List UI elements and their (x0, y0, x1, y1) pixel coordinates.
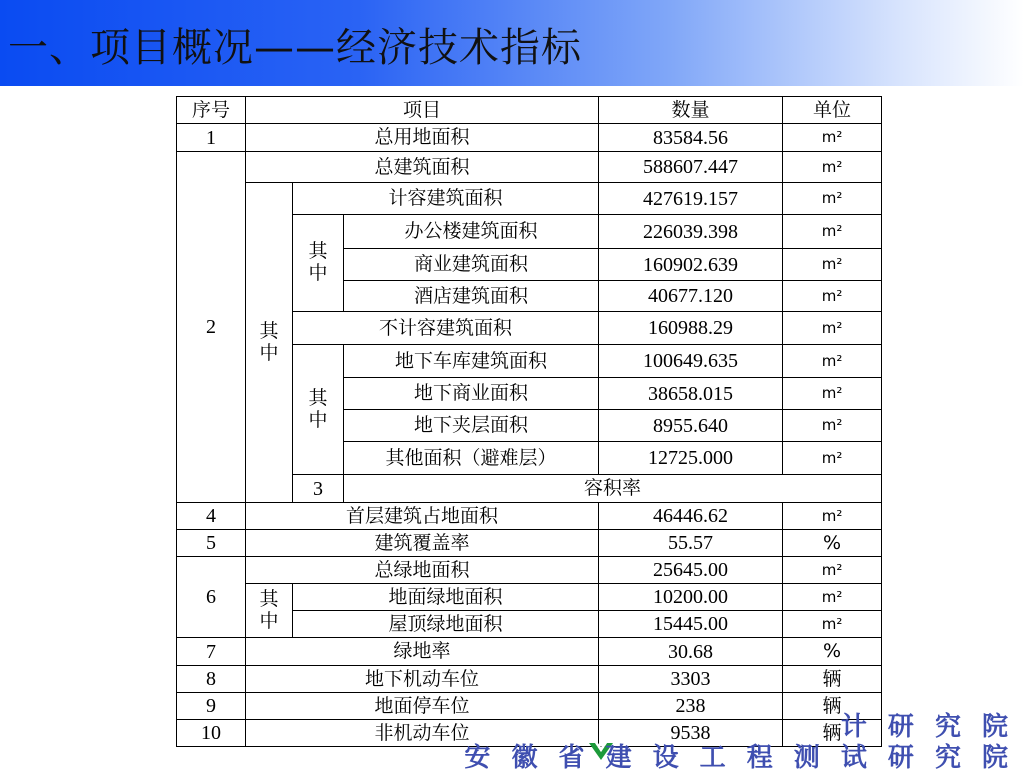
row-item: 不计容建筑面积 (293, 312, 599, 345)
row-seq: 1 (177, 124, 246, 152)
row-unit: 辆 (783, 666, 882, 693)
qizhong-label: 其 中 (246, 584, 293, 638)
table-row (177, 666, 882, 693)
row-qty: 30.68 (599, 638, 783, 666)
row-unit: 辆 (783, 693, 882, 720)
row-unit: % (783, 638, 882, 666)
row-seq: 3 (293, 475, 344, 503)
table-row (177, 124, 882, 152)
row-item: 地面绿地面积 (293, 584, 599, 611)
row-unit: m² (783, 378, 882, 410)
table-row (177, 152, 882, 183)
row-item: 总绿地面积 (246, 557, 599, 584)
row-unit: m² (783, 152, 882, 183)
row-qty: 238 (599, 693, 783, 720)
row-unit: m² (783, 345, 882, 378)
row-qty: 3303 (599, 666, 783, 693)
row-unit: m² (783, 215, 882, 249)
row-unit: m² (783, 249, 882, 281)
footer-institute-name-partial: 计 研 究 院 (840, 712, 1014, 742)
row-unit: m² (783, 183, 882, 215)
row-item: 办公楼建筑面积 (344, 215, 599, 249)
row-qty: 83584.56 (599, 124, 783, 152)
row-qty: 40677.120 (599, 281, 783, 312)
row-seq: 8 (177, 666, 246, 693)
table-row (177, 183, 882, 215)
row-seq: 4 (177, 503, 246, 530)
row-item: 首层建筑占地面积 (246, 503, 599, 530)
header-unit: 单位 (783, 97, 882, 124)
row-qty: 10200.00 (599, 584, 783, 611)
row-unit: 辆 (783, 720, 882, 747)
row-unit: m² (783, 124, 882, 152)
row-qty: 25645.00 (599, 557, 783, 584)
row-unit: m² (783, 584, 882, 611)
qizhong-label: 其 中 (293, 215, 344, 312)
qizhong-label: 其 中 (246, 183, 293, 503)
row-seq: 5 (177, 530, 246, 557)
page-title: 一、项目概况——经济技术指标 (8, 25, 582, 71)
row-qty: 226039.398 (599, 215, 783, 249)
row-seq: 6 (177, 557, 246, 638)
row-item: 建筑覆盖率 (246, 530, 599, 557)
row-item: 地下夹层面积 (344, 410, 599, 442)
row-item: 地下车库建筑面积 (344, 345, 599, 378)
row-unit: m² (783, 410, 882, 442)
row-qty: 160988.29 (599, 312, 783, 345)
row-seq: 10 (177, 720, 246, 747)
row-unit: m² (783, 503, 882, 530)
table-row (177, 638, 882, 666)
footer-institute-name: 安 徽 省 建 设 工 程 测 试 研 究 院 (464, 743, 1014, 773)
table-row (177, 693, 882, 720)
row-item: 酒店建筑面积 (344, 281, 599, 312)
row-qty: 8955.640 (599, 410, 783, 442)
row-seq: 9 (177, 693, 246, 720)
row-item: 总用地面积 (246, 124, 599, 152)
title-banner (0, 0, 1024, 86)
row-item: 地面停车位 (246, 693, 599, 720)
row-item: 屋顶绿地面积 (293, 611, 599, 638)
table-row (177, 503, 882, 530)
table-row (177, 584, 882, 611)
table-row (177, 557, 882, 584)
row-unit: % (783, 530, 882, 557)
row-qty: 160902.639 (599, 249, 783, 281)
row-unit: m² (783, 312, 882, 345)
row-item: 地下机动车位 (246, 666, 599, 693)
row-qty: 46446.62 (599, 503, 783, 530)
row-item: 非机动车位 (246, 720, 599, 747)
header-qty: 数量 (599, 97, 783, 124)
row-qty: 9538 (599, 720, 783, 747)
row-qty: 588607.447 (599, 152, 783, 183)
row-item: 计容建筑面积 (293, 183, 599, 215)
row-unit: m² (783, 557, 882, 584)
row-qty: 55.57 (599, 530, 783, 557)
row-item: 地下商业面积 (344, 378, 599, 410)
row-qty: 100649.635 (599, 345, 783, 378)
row-seq: 2 (177, 152, 246, 503)
row-qty: 38658.015 (599, 378, 783, 410)
row-item: 绿地率 (246, 638, 599, 666)
row-item: 容积率 (344, 475, 882, 503)
header-seq: 序号 (177, 97, 246, 124)
row-unit: m² (783, 611, 882, 638)
row-item: 总建筑面积 (246, 152, 599, 183)
row-qty: 15445.00 (599, 611, 783, 638)
row-seq: 7 (177, 638, 246, 666)
row-unit: m² (783, 442, 882, 475)
row-qty: 12725.000 (599, 442, 783, 475)
row-qty: 427619.157 (599, 183, 783, 215)
row-item: 其他面积（避难层） (344, 442, 599, 475)
header-item: 项目 (246, 97, 599, 124)
table-row (177, 530, 882, 557)
qizhong-label: 其 中 (293, 345, 344, 475)
row-unit: m² (783, 281, 882, 312)
table-header-row (177, 97, 882, 124)
row-item: 商业建筑面积 (344, 249, 599, 281)
economic-indicators-table (176, 96, 882, 747)
